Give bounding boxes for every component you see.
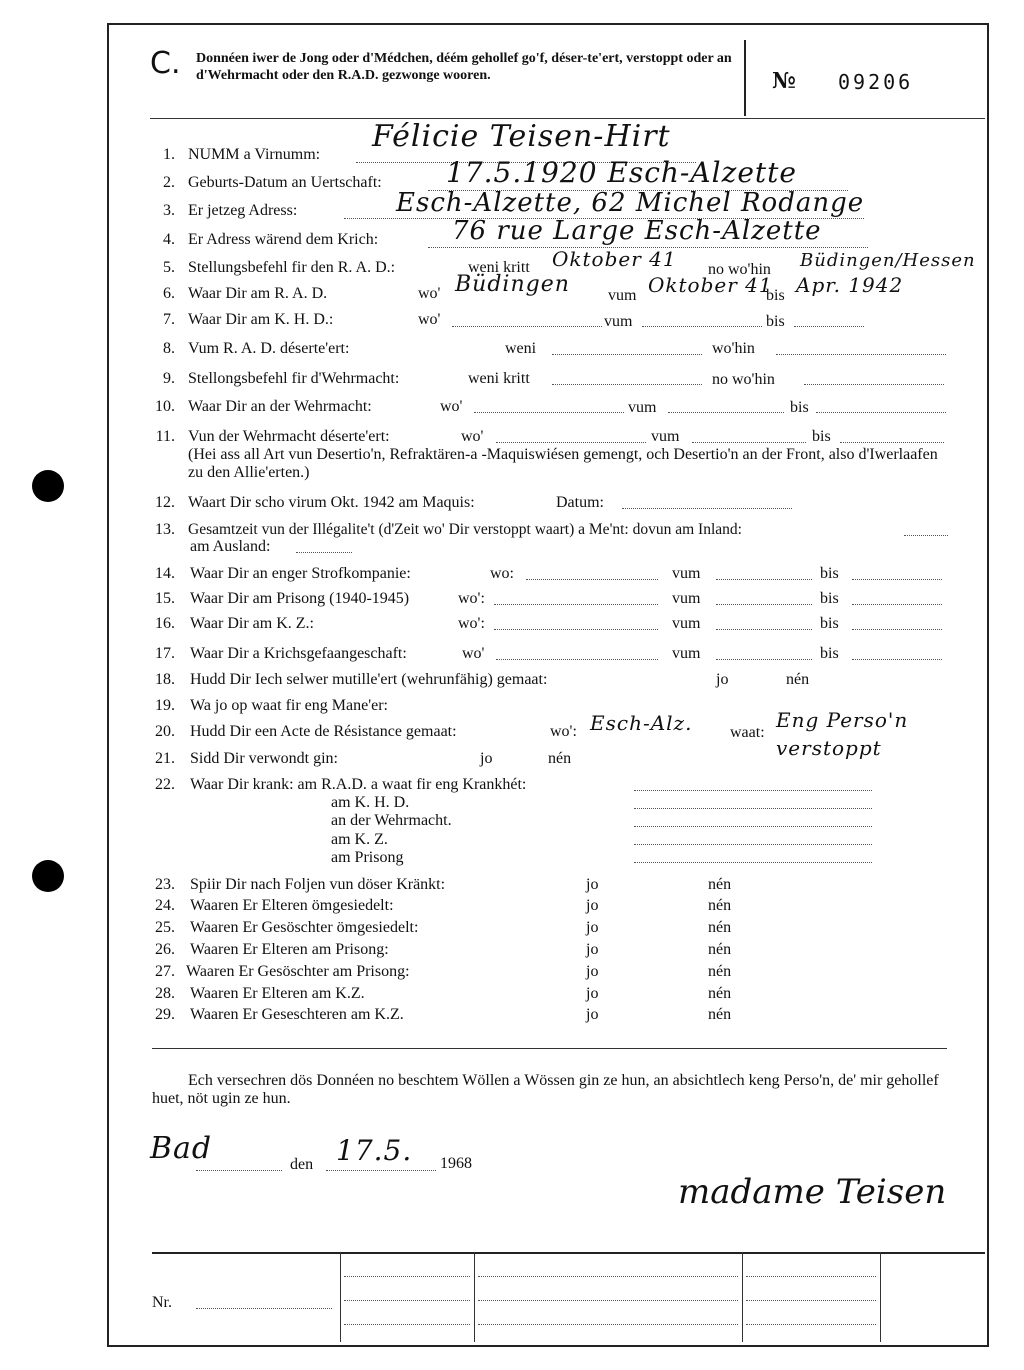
section-letter: C. (150, 46, 181, 81)
bis-label: bis (820, 645, 839, 662)
row-label: Waaren Er Gesöschter am Prisong: (186, 963, 410, 980)
footer-line (746, 1276, 876, 1277)
weni-label: weni kritt (468, 259, 530, 276)
vum-label: vum (672, 590, 701, 607)
date-answer[interactable]: 17.5. (336, 1134, 413, 1167)
nen-option[interactable]: nén (786, 671, 810, 688)
resistance-act[interactable]: Eng Perso'n verstoppt (776, 708, 909, 760)
vum-label: vum (608, 287, 637, 304)
wo-label: wo' (461, 428, 484, 445)
punch-hole (32, 860, 64, 892)
bis-label: bis (820, 615, 839, 632)
row-label: Waaren Er Elteren ömgesiedelt: (190, 897, 394, 914)
answer-line (634, 844, 872, 845)
answer-line (452, 326, 602, 327)
year-text: 1968 (440, 1155, 472, 1172)
footer-line (344, 1300, 470, 1301)
nen-option[interactable]: nén (708, 941, 732, 958)
nen-option[interactable]: nén (708, 1006, 732, 1023)
bis-label: bis (790, 399, 809, 416)
row-number: 17. (155, 645, 175, 662)
war-address-answer[interactable]: 76 rue Large Esch-Alzette (452, 216, 822, 246)
answer-line (794, 326, 864, 327)
signature: madame Teisen (678, 1172, 947, 1212)
rad-order-date[interactable]: Oktober 41 (552, 247, 677, 271)
bis-label: bis (820, 590, 839, 607)
row-label: Wa jo op waat fir eng Mane'er: (190, 697, 388, 714)
answer-line (496, 659, 658, 660)
weni-label: weni (505, 340, 537, 357)
wo-label: wo': (550, 723, 577, 740)
row-label: Waaren Er Geseschteren am K.Z. (190, 1006, 404, 1023)
illness-sub: am Prisong (331, 849, 404, 866)
row-label: Sidd Dir verwondt gin: (190, 750, 338, 767)
bis-label: bis (812, 428, 831, 445)
wo-label: wo' (418, 311, 441, 328)
vum-label: vum (651, 428, 680, 445)
wohin-label: wo'hin (712, 340, 755, 357)
row-number: 21. (155, 750, 175, 767)
row-number: 20. (155, 723, 175, 740)
row-label: Waaren Er Elteren am K.Z. (190, 985, 365, 1002)
answer-line (840, 442, 944, 443)
jo-option[interactable]: jo (480, 750, 493, 767)
answer-line (716, 604, 812, 605)
illness-sub: am K. H. D. (331, 794, 410, 811)
den-label: den (290, 1156, 314, 1173)
answer-line (634, 826, 872, 827)
jo-option[interactable]: jo (586, 1006, 599, 1023)
row-sublabel: am Ausland: (190, 538, 271, 555)
row-number: 14. (155, 565, 175, 582)
row-number: 8. (163, 340, 175, 357)
row-label: Waart Dir scho virum Okt. 1942 am Maquis: (188, 494, 475, 511)
answer-line (716, 659, 812, 660)
row-number: 28. (155, 985, 175, 1002)
wo-label: wo' (440, 398, 463, 415)
jo-option[interactable]: jo (586, 897, 599, 914)
wohin-label: no wo'hin (712, 371, 775, 388)
datum-label: Datum: (556, 494, 604, 511)
footer-line (478, 1300, 738, 1301)
answer-line (494, 604, 658, 605)
footer-line (344, 1276, 470, 1277)
wo-label: wo' (418, 285, 441, 302)
answer-line (622, 508, 792, 509)
row-label: Waar Dir a Krichsgefaangeschaft: (190, 645, 407, 662)
rad-place[interactable]: Büdingen (455, 272, 570, 297)
answer-line (668, 412, 784, 413)
row-number: 6. (163, 285, 175, 302)
nen-option[interactable]: nén (708, 919, 732, 936)
answer-line (816, 412, 946, 413)
answer-line (852, 659, 942, 660)
wo-label: wo: (490, 565, 514, 582)
answer-line (634, 862, 872, 863)
nen-option[interactable]: nén (708, 963, 732, 980)
wohin-label: no wo'hin (708, 261, 771, 278)
row-label: Waar Dir am K. Z.: (190, 615, 314, 632)
answer-line (716, 579, 812, 580)
row-number: 19. (155, 697, 175, 714)
waat-label: waat: (730, 724, 765, 741)
header-divider (744, 40, 746, 116)
jo-option[interactable]: jo (586, 919, 599, 936)
row-number: 7. (163, 311, 175, 328)
answer-line (852, 629, 942, 630)
row-number: 18. (155, 671, 175, 688)
bis-label: bis (766, 287, 785, 304)
row-number: 11. (155, 428, 175, 445)
punch-hole (32, 470, 64, 502)
birth-answer[interactable]: 17.5.1920 Esch-Alzette (446, 156, 797, 189)
nen-option[interactable]: nén (708, 985, 732, 1002)
row-number: 12. (155, 494, 175, 511)
answer-line (326, 1170, 436, 1171)
row-label: Vum R. A. D. déserte'ert: (188, 340, 350, 357)
answer-line (852, 579, 942, 580)
jo-option[interactable]: jo (716, 671, 729, 688)
row-number: 2. (163, 174, 175, 191)
row-note: (Hei ass all Art vun Desertio'n, Refraktären-a -Maquiswiésen gemengt, och Desertio'n an der Front, also d'Iwerlaafen zu den Allie'erten.) (188, 446, 938, 481)
answer-line (634, 808, 872, 809)
number-label: № (772, 68, 796, 94)
row-label: NUMM a Virnumm: (188, 146, 321, 163)
wo-label: wo': (458, 615, 485, 632)
footer-divider (742, 1252, 743, 1342)
jo-option[interactable]: jo (586, 963, 599, 980)
rad-from[interactable]: Oktober 41 (648, 273, 773, 297)
footer-rule (152, 1252, 985, 1254)
answer-line (296, 552, 352, 553)
footer-line (478, 1276, 738, 1277)
row-number: 3. (163, 202, 175, 219)
row-label: Waaren Er Gesöschter ömgesiedelt: (190, 919, 419, 936)
nr-label: Nr. (152, 1294, 172, 1311)
answer-line (196, 1308, 332, 1309)
row-number: 29. (155, 1006, 175, 1023)
answer-line (716, 629, 812, 630)
jo-option[interactable]: jo (586, 876, 599, 893)
bis-label: bis (766, 313, 785, 330)
wo-label: wo' (462, 645, 485, 662)
footer-line (478, 1324, 738, 1325)
row-number: 15. (155, 590, 175, 607)
row-number: 23. (155, 876, 175, 893)
declaration-text: Ech versechren dös Donnéen no beschtem Wöllen a Wössen gin ze hun, an absichtlech keng Perso'n, de' mir gehollef huet, nöt ugin ze hun. (152, 1072, 939, 1107)
row-label: Vun der Wehrmacht déserte'ert: (188, 428, 390, 445)
row-number: 5. (163, 259, 175, 276)
row-label: Gesamtzeit vun der Illégalite't (d'Zeit wo' Dir verstoppt waart) a Me'nt: dovun am Inland: (188, 521, 742, 538)
row-label: Waar Dir krank: am R.A.D. a waat fir eng Krankhét: (190, 776, 527, 793)
answer-line (474, 412, 624, 413)
footer-line (746, 1300, 876, 1301)
nen-option[interactable]: nén (708, 897, 732, 914)
rad-to[interactable]: Apr. 1942 (796, 273, 904, 297)
footer-divider (474, 1252, 475, 1342)
answer-line (852, 604, 942, 605)
row-label: Er Adress wärend dem Krich: (188, 231, 379, 248)
illness-sub: an der Wehrmacht. (331, 812, 452, 829)
row-label: Hudd Dir een Acte de Résistance gemaat: (190, 723, 457, 740)
row-label: Stellongsbefehl fir d'Wehrmacht: (188, 370, 400, 387)
row-label: Waaren Er Elteren am Prisong: (190, 941, 389, 958)
vum-label: vum (604, 313, 633, 330)
row-number: 16. (155, 615, 175, 632)
section-title: Donnéen iwer de Jong oder d'Médchen, déém gehollef go'f, déser-te'ert, verstoppt oder an d'Wehrmacht oder den R.A.D. gezwonge wooren. (196, 51, 732, 83)
vum-label: vum (672, 615, 701, 632)
footer-line (746, 1324, 876, 1325)
answer-line (804, 384, 944, 385)
section-rule (152, 1048, 947, 1049)
form-number: 09206 (838, 70, 914, 94)
illness-sub: am K. Z. (331, 831, 388, 848)
answer-line (776, 354, 946, 355)
answer-line (196, 1170, 282, 1171)
jo-option[interactable]: jo (586, 941, 599, 958)
row-number: 1. (163, 146, 175, 163)
answer-line (634, 790, 872, 791)
row-label: Waar Dir am R. A. D. (188, 285, 328, 302)
answer-line (526, 579, 658, 580)
row-label: Hudd Dir Iech selwer mutille'ert (wehrunfähig) gemaat: (190, 671, 548, 688)
wo-label: wo': (458, 590, 485, 607)
footer-divider (340, 1252, 341, 1342)
row-label: Er jetzeg Adress: (188, 202, 298, 219)
answer-line (904, 535, 948, 536)
footer-line (344, 1324, 470, 1325)
name-answer[interactable]: Félicie Teisen-Hirt (372, 119, 671, 154)
nen-option[interactable]: nén (548, 750, 572, 767)
row-number: 27. (155, 963, 175, 980)
row-label: Spiir Dir nach Foljen vun döser Kränkt: (190, 876, 446, 893)
row-number: 25. (155, 919, 175, 936)
place-answer[interactable]: Bad (150, 1131, 213, 1166)
vum-label: vum (672, 645, 701, 662)
row-label: Waar Dir am K. H. D.: (188, 311, 334, 328)
answer-line (494, 629, 658, 630)
answer-line (496, 442, 646, 443)
row-label: Waar Dir an der Wehrmacht: (188, 398, 372, 415)
answer-line (552, 384, 702, 385)
row-number: 22. (155, 776, 175, 793)
row-label: Stellungsbefehl fir den R. A. D.: (188, 259, 396, 276)
footer-divider (880, 1252, 881, 1342)
address-answer[interactable]: Esch-Alzette, 62 Michel Rodange (396, 188, 865, 218)
bis-label: bis (820, 565, 839, 582)
nen-option[interactable]: nén (708, 876, 732, 893)
vum-label: vum (628, 399, 657, 416)
weni-label: weni kritt (468, 370, 530, 387)
row-label: Waar Dir am Prisong (1940-1945) (190, 590, 410, 607)
row-number: 9. (163, 370, 175, 387)
resistance-place[interactable]: Esch-Alz. (590, 711, 693, 735)
row-number: 26. (155, 941, 175, 958)
answer-line (642, 326, 762, 327)
row-number: 13. (155, 521, 175, 538)
row-number: 4. (163, 231, 175, 248)
row-label: Geburts-Datum an Uertschaft: (188, 174, 382, 191)
row-label: Waar Dir an enger Strofkompanie: (190, 565, 411, 582)
jo-option[interactable]: jo (586, 985, 599, 1002)
answer-line (692, 442, 806, 443)
answer-line (552, 354, 702, 355)
row-number: 10. (155, 398, 175, 415)
row-number: 24. (155, 897, 175, 914)
vum-label: vum (672, 565, 701, 582)
rad-order-place[interactable]: Büdingen/Hessen (800, 250, 976, 271)
